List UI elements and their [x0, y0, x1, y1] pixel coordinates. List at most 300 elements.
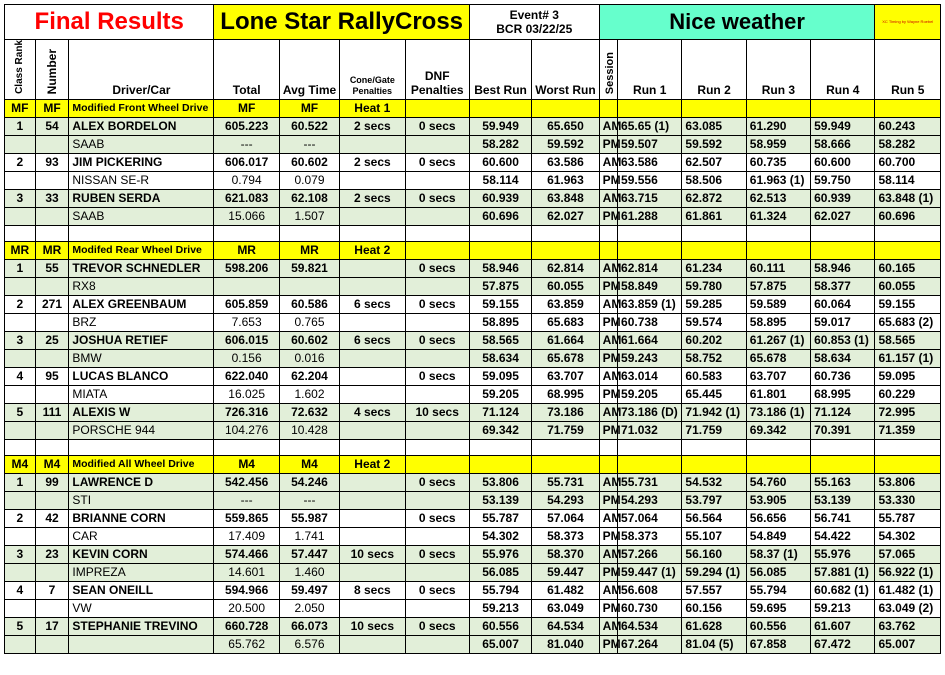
empty-cell	[875, 439, 941, 455]
am-run-5: 60.700	[875, 153, 941, 171]
class-rank: 2	[5, 295, 36, 313]
am-best-run: 60.556	[469, 617, 531, 635]
am-best-run: 55.794	[469, 581, 531, 599]
empty-cell	[469, 455, 531, 473]
car-model: RX8	[69, 277, 214, 295]
am-run-3: 62.513	[746, 189, 810, 207]
am-run-1: 55.731	[618, 473, 682, 491]
avg-time: 62.108	[279, 189, 339, 207]
empty-cell	[599, 241, 617, 259]
driver-row-pm	[5, 207, 941, 225]
empty-cell	[5, 171, 36, 189]
pm-worst-run: 68.995	[532, 385, 599, 403]
avg-diff: 0.079	[279, 171, 339, 189]
driver-name: JIM PICKERING	[69, 153, 214, 171]
pm-run-1: 54.293	[618, 491, 682, 509]
cone-penalty: 4 secs	[340, 403, 405, 421]
class-rank: 1	[5, 473, 36, 491]
am-run-2: 71.942 (1)	[682, 403, 746, 421]
driver-name: SEAN ONEILL	[69, 581, 214, 599]
empty-cell	[340, 635, 405, 653]
header-session: Session	[599, 40, 617, 100]
pm-run-4: 59.750	[811, 171, 875, 189]
am-run-1: 63.859 (1)	[618, 295, 682, 313]
am-run-1: 57.064	[618, 509, 682, 527]
empty-cell	[5, 277, 36, 295]
am-run-3: 61.267 (1)	[746, 331, 810, 349]
pm-run-4: 57.881 (1)	[811, 563, 875, 581]
am-run-2: 56.564	[682, 509, 746, 527]
pm-run-4: 68.995	[811, 385, 875, 403]
cone-penalty: 10 secs	[340, 545, 405, 563]
cone-penalty: 2 secs	[340, 189, 405, 207]
dnf-penalty: 0 secs	[405, 259, 469, 277]
pm-run-5: 53.330	[875, 491, 941, 509]
empty-cell	[35, 439, 69, 455]
pm-run-3: 61.801	[746, 385, 810, 403]
pm-run-3: 67.858	[746, 635, 810, 653]
pm-run-2: 58.752	[682, 349, 746, 367]
session-label: AM	[599, 189, 617, 207]
dnf-penalty: 10 secs	[405, 403, 469, 421]
driver-name: TREVOR SCHNEDLER	[69, 259, 214, 277]
cone-penalty: 6 secs	[340, 331, 405, 349]
pm-run-4: 53.139	[811, 491, 875, 509]
dnf-penalty: 0 secs	[405, 331, 469, 349]
empty-cell	[405, 241, 469, 259]
driver-row-am	[5, 545, 941, 563]
header-row	[5, 40, 941, 100]
empty-cell	[340, 313, 405, 331]
empty-cell	[69, 225, 214, 241]
pm-worst-run: 62.027	[532, 207, 599, 225]
avg-time: 62.204	[279, 367, 339, 385]
pm-run-1: 58.373	[618, 527, 682, 545]
am-run-5: 57.065	[875, 545, 941, 563]
pm-run-3: 54.849	[746, 527, 810, 545]
empty-cell	[279, 439, 339, 455]
empty-cell	[532, 99, 599, 117]
am-run-4: 55.163	[811, 473, 875, 491]
header-total: Total	[214, 40, 279, 100]
empty-cell	[811, 455, 875, 473]
am-best-run: 53.806	[469, 473, 531, 491]
empty-cell	[811, 225, 875, 241]
driver-row-pm	[5, 599, 941, 617]
cone-penalty: 6 secs	[340, 295, 405, 313]
pm-run-1: 60.730	[618, 599, 682, 617]
class-code: MR	[35, 241, 69, 259]
avg-time: 60.522	[279, 117, 339, 135]
am-run-3: 61.290	[746, 117, 810, 135]
car-model: SAAB	[69, 207, 214, 225]
pm-worst-run: 60.055	[532, 277, 599, 295]
car-model	[69, 635, 214, 653]
empty-cell	[618, 455, 682, 473]
empty-cell	[599, 99, 617, 117]
am-run-4: 60.736	[811, 367, 875, 385]
session-label: AM	[599, 473, 617, 491]
pm-best-run: 58.895	[469, 313, 531, 331]
am-worst-run: 63.707	[532, 367, 599, 385]
total-time: 660.728	[214, 617, 279, 635]
class-rank: 3	[5, 331, 36, 349]
am-run-3: 73.186 (1)	[746, 403, 810, 421]
pm-worst-run: 71.759	[532, 421, 599, 439]
am-run-1: 63.014	[618, 367, 682, 385]
avg-diff: 0.016	[279, 349, 339, 367]
car-number: 99	[35, 473, 69, 491]
driver-name: KEVIN CORN	[69, 545, 214, 563]
header-dnf: DNF Penalties	[405, 40, 469, 100]
am-run-3: 63.707	[746, 367, 810, 385]
pm-worst-run: 63.049	[532, 599, 599, 617]
am-run-5: 63.848 (1)	[875, 189, 941, 207]
car-model: MIATA	[69, 385, 214, 403]
total-diff: 16.025	[214, 385, 279, 403]
pm-best-run: 57.875	[469, 277, 531, 295]
am-worst-run: 61.482	[532, 581, 599, 599]
am-run-5: 55.787	[875, 509, 941, 527]
dnf-penalty: 0 secs	[405, 617, 469, 635]
am-run-4: 59.949	[811, 117, 875, 135]
total-diff	[214, 277, 279, 295]
empty-cell	[405, 455, 469, 473]
am-best-run: 60.939	[469, 189, 531, 207]
empty-cell	[69, 439, 214, 455]
am-run-3: 56.656	[746, 509, 810, 527]
empty-cell	[5, 599, 36, 617]
empty-cell	[340, 421, 405, 439]
class-rank: 3	[5, 189, 36, 207]
am-worst-run: 73.186	[532, 403, 599, 421]
driver-row-pm	[5, 313, 941, 331]
am-run-2: 57.557	[682, 581, 746, 599]
empty-cell	[5, 135, 36, 153]
cone-penalty	[340, 367, 405, 385]
driver-name: JOSHUA RETIEF	[69, 331, 214, 349]
empty-cell	[875, 225, 941, 241]
driver-name: RUBEN SERDA	[69, 189, 214, 207]
empty-cell	[340, 277, 405, 295]
timing-credit: XC Timing by Wayne Roebel	[875, 5, 941, 40]
avg-diff: 6.576	[279, 635, 339, 653]
class-code: MF	[5, 99, 36, 117]
empty-cell	[532, 455, 599, 473]
am-best-run: 71.124	[469, 403, 531, 421]
car-number: 55	[35, 259, 69, 277]
empty-cell	[746, 455, 810, 473]
car-number: 95	[35, 367, 69, 385]
pm-run-3: 53.905	[746, 491, 810, 509]
pm-worst-run: 59.447	[532, 563, 599, 581]
session-label: PM	[599, 207, 617, 225]
cone-penalty: 10 secs	[340, 617, 405, 635]
car-model: SAAB	[69, 135, 214, 153]
total-diff: ---	[214, 135, 279, 153]
empty-cell	[340, 207, 405, 225]
session-label: AM	[599, 581, 617, 599]
car-model: IMPREZA	[69, 563, 214, 581]
am-run-2: 62.872	[682, 189, 746, 207]
am-run-1: 62.814	[618, 259, 682, 277]
session-label: AM	[599, 367, 617, 385]
car-number: 111	[35, 403, 69, 421]
header-run-5: Run 5	[875, 40, 941, 100]
pm-run-3: 61.324	[746, 207, 810, 225]
driver-row-am	[5, 367, 941, 385]
avg-time: 60.602	[279, 153, 339, 171]
session-label: PM	[599, 491, 617, 509]
header-driver: Driver/Car	[69, 40, 214, 100]
am-worst-run: 63.586	[532, 153, 599, 171]
driver-name: ALEX BORDELON	[69, 117, 214, 135]
pm-run-5: 60.696	[875, 207, 941, 225]
total-time: 622.040	[214, 367, 279, 385]
pm-run-3: 58.959	[746, 135, 810, 153]
am-best-run: 59.949	[469, 117, 531, 135]
empty-cell	[599, 225, 617, 241]
total-diff: 17.409	[214, 527, 279, 545]
empty-cell	[405, 135, 469, 153]
am-run-4: 60.939	[811, 189, 875, 207]
class-rank: 4	[5, 581, 36, 599]
dnf-penalty: 0 secs	[405, 117, 469, 135]
empty-cell	[682, 99, 746, 117]
class-rank: 3	[5, 545, 36, 563]
session-label: AM	[599, 509, 617, 527]
session-label: PM	[599, 385, 617, 403]
session-label: PM	[599, 635, 617, 653]
header-run-2: Run 2	[682, 40, 746, 100]
avg-time: 72.632	[279, 403, 339, 421]
empty-cell	[35, 599, 69, 617]
am-run-5: 60.165	[875, 259, 941, 277]
avg-time: 55.987	[279, 509, 339, 527]
am-run-4: 61.607	[811, 617, 875, 635]
driver-row-pm	[5, 135, 941, 153]
avg-time: 59.821	[279, 259, 339, 277]
pm-best-run: 58.634	[469, 349, 531, 367]
pm-run-2: 59.592	[682, 135, 746, 153]
spacer-row	[5, 439, 941, 455]
pm-run-2: 59.780	[682, 277, 746, 295]
header-run-1: Run 1	[618, 40, 682, 100]
driver-row-am	[5, 295, 941, 313]
am-worst-run: 65.650	[532, 117, 599, 135]
am-worst-run: 55.731	[532, 473, 599, 491]
am-run-4: 56.741	[811, 509, 875, 527]
class-header-row	[5, 99, 941, 117]
session-label: AM	[599, 545, 617, 563]
driver-row-am	[5, 581, 941, 599]
am-run-2: 62.507	[682, 153, 746, 171]
am-run-3: 60.556	[746, 617, 810, 635]
pm-best-run: 59.213	[469, 599, 531, 617]
driver-row-am	[5, 473, 941, 491]
pm-run-4: 70.391	[811, 421, 875, 439]
class-rank: 2	[5, 509, 36, 527]
pm-best-run: 69.342	[469, 421, 531, 439]
header-run-3: Run 3	[746, 40, 810, 100]
pm-worst-run: 81.040	[532, 635, 599, 653]
empty-cell	[405, 349, 469, 367]
pm-run-5: 56.922 (1)	[875, 563, 941, 581]
pm-run-3: 69.342	[746, 421, 810, 439]
pm-run-2: 55.107	[682, 527, 746, 545]
driver-row-pm	[5, 385, 941, 403]
title-row	[5, 5, 941, 40]
empty-cell	[5, 313, 36, 331]
pm-run-1: 67.264	[618, 635, 682, 653]
class-code: MF	[214, 99, 279, 117]
cone-penalty	[340, 259, 405, 277]
pm-best-run: 54.302	[469, 527, 531, 545]
class-name: Modified All Wheel Drive	[69, 455, 214, 473]
total-time: 605.223	[214, 117, 279, 135]
am-run-4: 60.682 (1)	[811, 581, 875, 599]
total-time: 594.966	[214, 581, 279, 599]
session-label: AM	[599, 295, 617, 313]
pm-run-5: 65.683 (2)	[875, 313, 941, 331]
empty-cell	[405, 635, 469, 653]
pm-worst-run: 65.683	[532, 313, 599, 331]
empty-cell	[875, 455, 941, 473]
header-worst: Worst Run	[532, 40, 599, 100]
driver-name: ALEX GREENBAUM	[69, 295, 214, 313]
pm-run-2: 59.294 (1)	[682, 563, 746, 581]
avg-time: 66.073	[279, 617, 339, 635]
empty-cell	[405, 99, 469, 117]
am-best-run: 55.976	[469, 545, 531, 563]
avg-diff: 0.765	[279, 313, 339, 331]
am-run-5: 60.243	[875, 117, 941, 135]
pm-run-1: 59.556	[618, 171, 682, 189]
header-best: Best Run	[469, 40, 531, 100]
driver-row-pm	[5, 491, 941, 509]
class-code: MR	[214, 241, 279, 259]
am-run-5: 59.095	[875, 367, 941, 385]
pm-run-2: 65.445	[682, 385, 746, 403]
pm-run-2: 71.759	[682, 421, 746, 439]
empty-cell	[35, 313, 69, 331]
am-run-2: 61.628	[682, 617, 746, 635]
am-run-1: 61.664	[618, 331, 682, 349]
empty-cell	[405, 491, 469, 509]
am-run-2: 61.234	[682, 259, 746, 277]
am-run-5: 63.762	[875, 617, 941, 635]
event-date: BCR 03/22/25	[496, 22, 573, 36]
driver-row-am	[5, 403, 941, 421]
driver-row-pm	[5, 635, 941, 653]
driver-row-pm	[5, 277, 941, 295]
class-code: M4	[5, 455, 36, 473]
am-run-5: 72.995	[875, 403, 941, 421]
session-label: AM	[599, 259, 617, 277]
pm-best-run: 60.696	[469, 207, 531, 225]
pm-run-3: 57.875	[746, 277, 810, 295]
empty-cell	[811, 99, 875, 117]
empty-cell	[35, 563, 69, 581]
total-diff: 20.500	[214, 599, 279, 617]
session-label: PM	[599, 313, 617, 331]
am-best-run: 58.565	[469, 331, 531, 349]
am-run-2: 54.532	[682, 473, 746, 491]
class-code: M4	[214, 455, 279, 473]
driver-name: LUCAS BLANCO	[69, 367, 214, 385]
heat-label: Heat 2	[340, 455, 405, 473]
header-cone: Cone/Gate Penalties	[340, 40, 405, 100]
empty-cell	[340, 349, 405, 367]
driver-row-pm	[5, 171, 941, 189]
session-label: PM	[599, 421, 617, 439]
driver-name: LAWRENCE D	[69, 473, 214, 491]
empty-cell	[682, 225, 746, 241]
pm-run-1: 60.738	[618, 313, 682, 331]
pm-run-3: 56.085	[746, 563, 810, 581]
cone-penalty: 2 secs	[340, 153, 405, 171]
empty-cell	[599, 439, 617, 455]
avg-diff: ---	[279, 135, 339, 153]
session-label: AM	[599, 403, 617, 421]
empty-cell	[5, 385, 36, 403]
pm-worst-run: 61.963	[532, 171, 599, 189]
car-number: 271	[35, 295, 69, 313]
heat-label: Heat 1	[340, 99, 405, 117]
pm-run-5: 60.055	[875, 277, 941, 295]
driver-row-pm	[5, 349, 941, 367]
empty-cell	[340, 599, 405, 617]
class-code: M4	[35, 455, 69, 473]
driver-row-am	[5, 509, 941, 527]
empty-cell	[340, 527, 405, 545]
empty-cell	[811, 439, 875, 455]
driver-row-pm	[5, 421, 941, 439]
am-worst-run: 58.370	[532, 545, 599, 563]
event-info	[469, 5, 599, 40]
empty-cell	[35, 349, 69, 367]
empty-cell	[5, 563, 36, 581]
class-code: M4	[279, 455, 339, 473]
empty-cell	[340, 439, 405, 455]
am-run-4: 55.976	[811, 545, 875, 563]
pm-run-4: 54.422	[811, 527, 875, 545]
class-header-row	[5, 241, 941, 259]
empty-cell	[469, 439, 531, 455]
car-model: CAR	[69, 527, 214, 545]
avg-diff: 10.428	[279, 421, 339, 439]
empty-cell	[5, 439, 36, 455]
am-best-run: 58.946	[469, 259, 531, 277]
empty-cell	[469, 225, 531, 241]
empty-cell	[469, 99, 531, 117]
empty-cell	[875, 99, 941, 117]
class-code: MF	[279, 99, 339, 117]
empty-cell	[405, 171, 469, 189]
class-header-row	[5, 455, 941, 473]
empty-cell	[746, 241, 810, 259]
empty-cell	[405, 527, 469, 545]
empty-cell	[35, 171, 69, 189]
am-run-5: 59.155	[875, 295, 941, 313]
empty-cell	[35, 491, 69, 509]
total-time: 605.859	[214, 295, 279, 313]
pm-run-1: 59.507	[618, 135, 682, 153]
car-model: VW	[69, 599, 214, 617]
car-number: 42	[35, 509, 69, 527]
empty-cell	[532, 241, 599, 259]
pm-run-5: 58.114	[875, 171, 941, 189]
